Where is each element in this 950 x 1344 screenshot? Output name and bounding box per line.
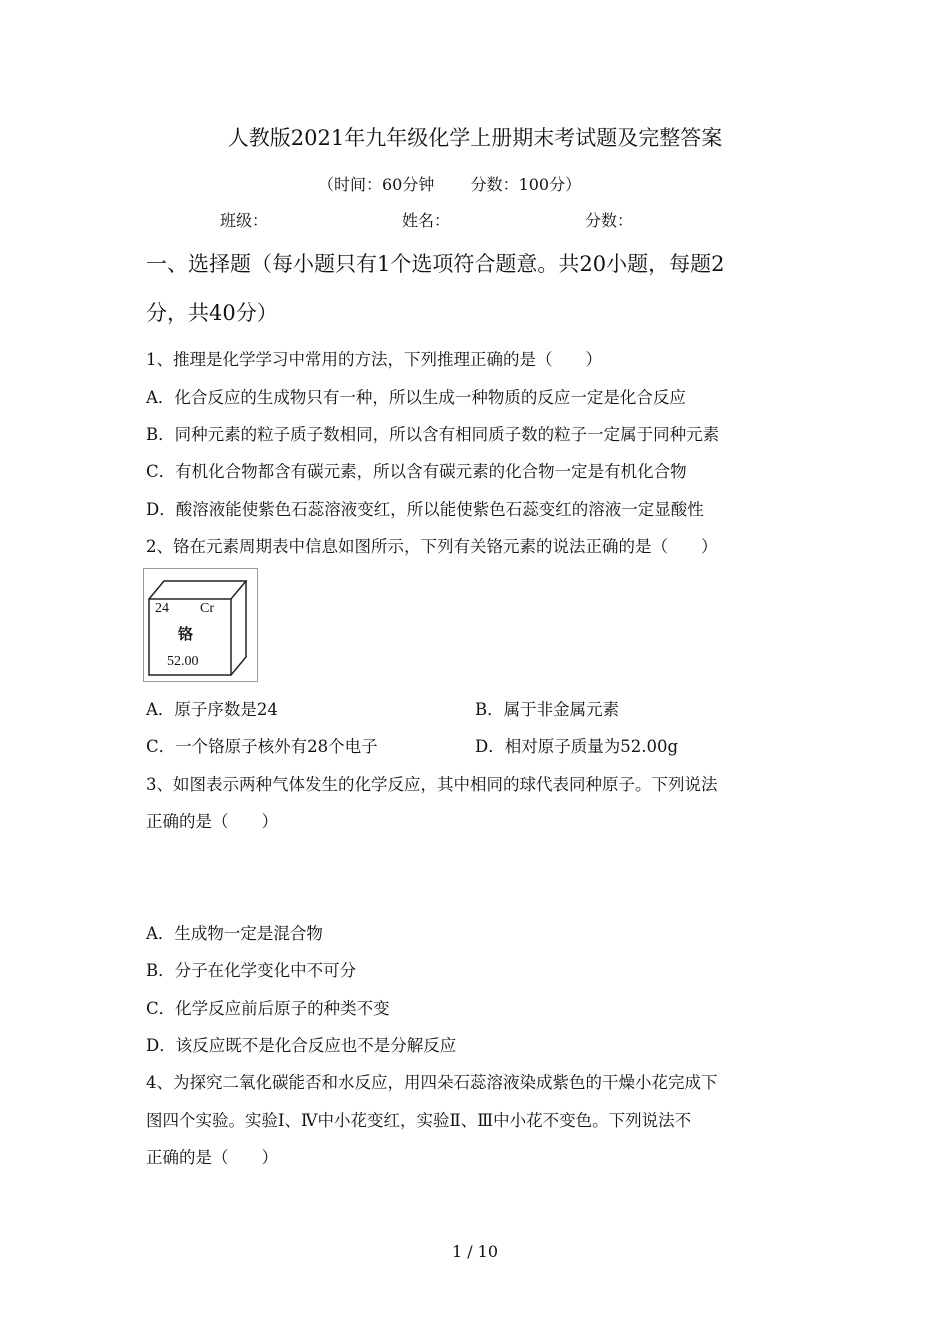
element-atomic-mass: 52.00: [167, 654, 199, 669]
question-4-stem-end: 正确的是（ ）: [146, 1148, 278, 1167]
question-2-stem: 2、铬在元素周期表中信息如图所示，下列有关铬元素的说法正确的是（ ）: [146, 537, 718, 556]
element-card-figure: [143, 568, 258, 682]
question-1-option-c: C．有机化合物都含有碳元素，所以含有碳元素的化合物一定是有机化合物: [146, 462, 687, 481]
time-info: （时间：60分钟: [318, 175, 435, 194]
question-2-option-a: A．原子序数是24: [146, 700, 278, 719]
section-heading-cont: 分，共40分）: [146, 301, 278, 325]
question-2-option-d: D．相对原子质量为52.00g: [475, 737, 679, 756]
question-3-option-c: C．化学反应前后原子的种类不变: [146, 999, 390, 1018]
question-3-option-a: A．生成物一定是混合物: [146, 924, 323, 943]
question-2-option-b: B．属于非金属元素: [475, 700, 620, 719]
class-label: 班级：: [220, 211, 269, 230]
element-name: 铬: [178, 625, 194, 643]
question-1-option-b: B．同种元素的粒子质子数相同，所以含有相同质子数的粒子一定属于同种元素: [146, 425, 720, 444]
question-4-stem-cont: 图四个实验。实验Ⅰ、Ⅳ中小花变红，实验Ⅱ、Ⅲ中小花不变色。下列说法不: [146, 1111, 692, 1130]
page-number: 1 / 10: [451, 1242, 499, 1261]
exam-meta: [318, 172, 581, 195]
question-3-stem: 3、如图表示两种气体发生的化学反应，其中相同的球代表同种原子。下列说法: [146, 775, 718, 794]
section-heading: 一、选择题（每小题只有1个选项符合题意。共20小题，每题2: [146, 252, 725, 276]
question-1-option-a: A．化合反应的生成物只有一种，所以生成一种物质的反应一定是化合反应: [146, 388, 686, 407]
name-label: 姓名：: [402, 211, 451, 230]
question-3-option-d: D．该反应既不是化合反应也不是分解反应: [146, 1036, 457, 1055]
element-symbol: Cr: [200, 601, 214, 616]
question-3-option-b: B．分子在化学变化中不可分: [146, 961, 357, 980]
question-4-stem: 4、为探究二氧化碳能否和水反应，用四朵石蕊溶液染成紫色的干燥小花完成下: [146, 1073, 718, 1092]
question-2-option-c: C．一个铬原子核外有28个电子: [146, 737, 378, 756]
score-label: 分数：: [585, 211, 634, 230]
element-atomic-number: 24: [155, 601, 169, 616]
score-info: 分数：100分）: [470, 175, 582, 194]
question-1-option-d: D．酸溶液能使紫色石蕊溶液变红，所以能使紫色石蕊变红的溶液一定显酸性: [146, 500, 704, 519]
question-1-stem: 1、推理是化学学习中常用的方法，下列推理正确的是（ ）: [146, 350, 602, 369]
element-cube-drawing: [144, 569, 257, 681]
doc-title: 人教版2021年九年级化学上册期末考试题及完整答案: [227, 126, 723, 150]
question-3-stem-cont: 正确的是（ ）: [146, 812, 278, 831]
